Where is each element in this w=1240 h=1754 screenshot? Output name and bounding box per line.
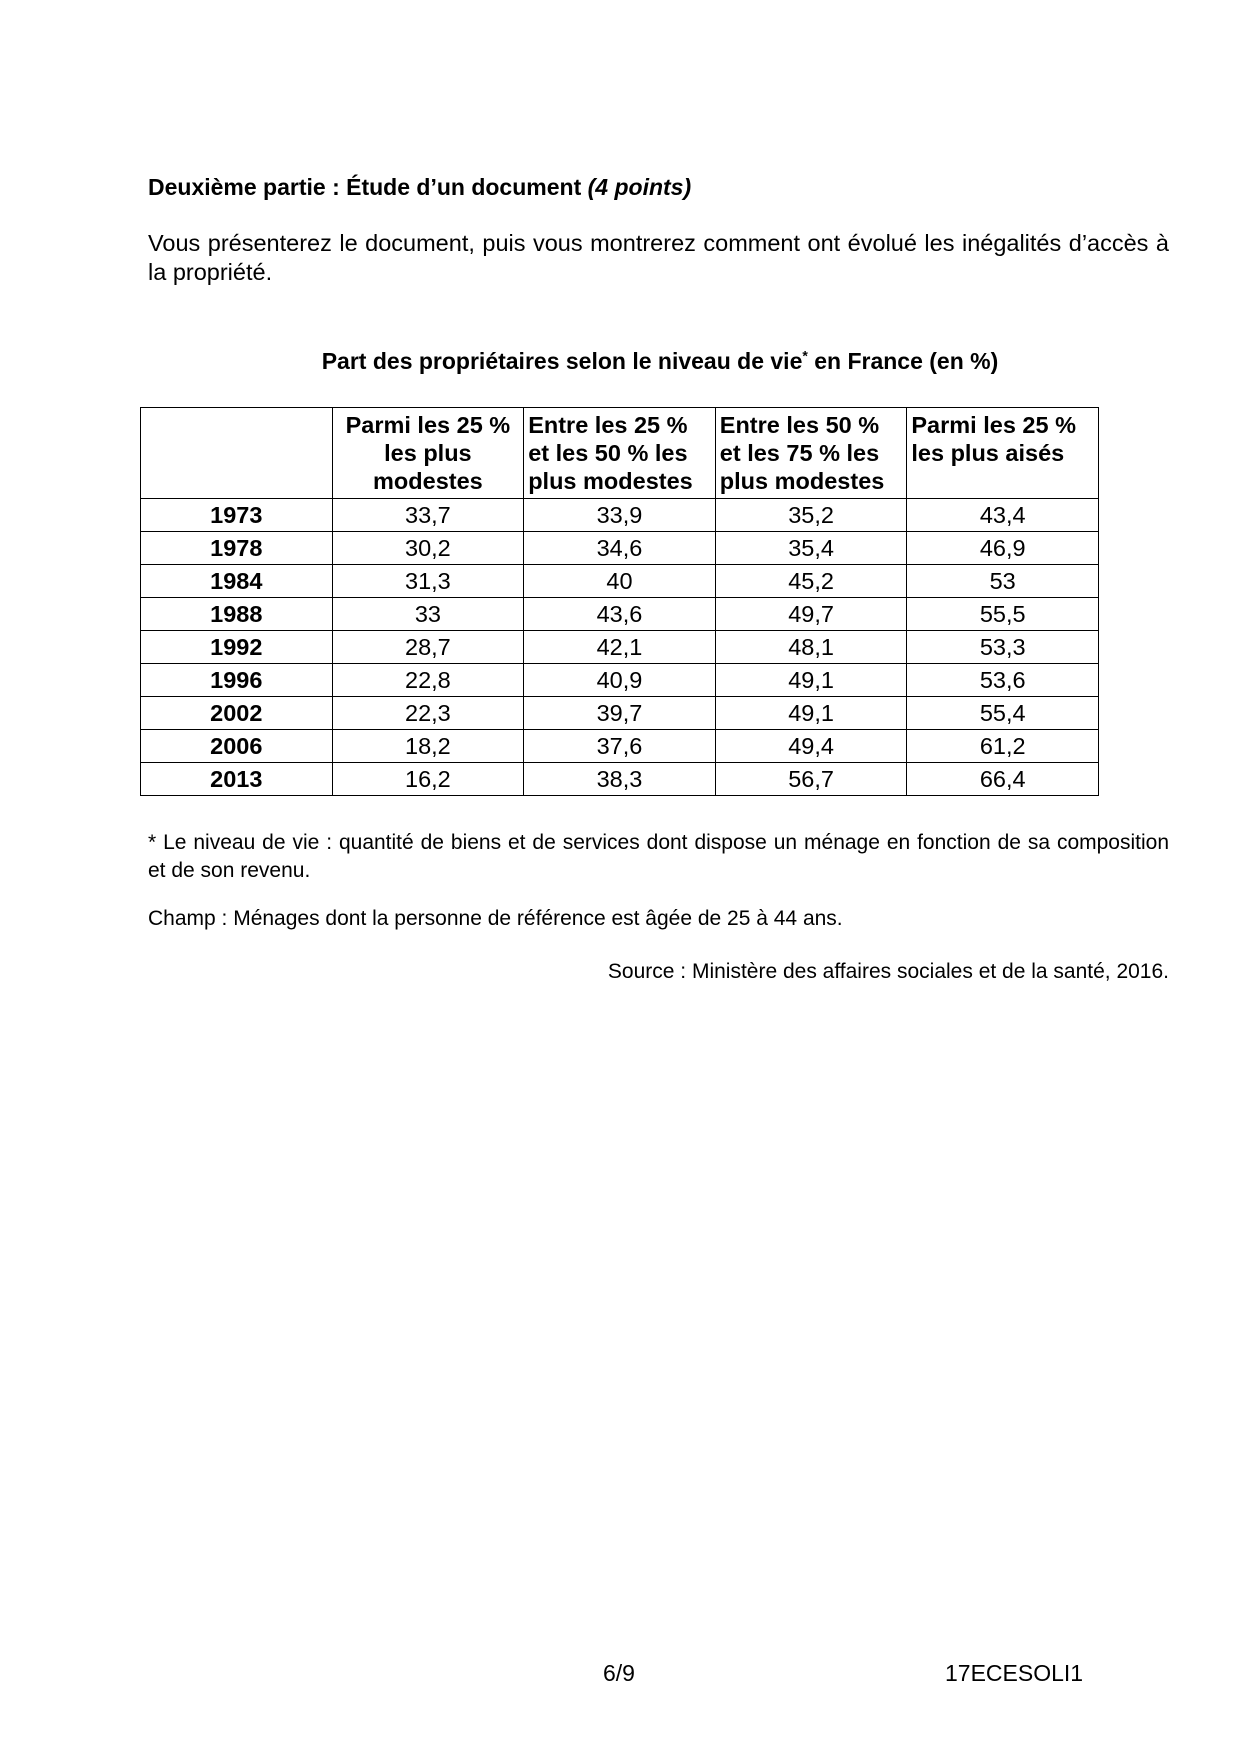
table-corner-cell [141, 408, 333, 499]
value-cell: 39,7 [524, 697, 716, 730]
value-cell: 33,9 [524, 499, 716, 532]
table-header-row [141, 408, 1099, 499]
value-cell: 22,3 [332, 697, 524, 730]
value-cell: 33 [332, 598, 524, 631]
value-cell: 42,1 [524, 631, 716, 664]
table-row [141, 565, 1099, 598]
year-cell: 1973 [141, 499, 333, 532]
value-cell: 22,8 [332, 664, 524, 697]
value-cell: 35,2 [715, 499, 907, 532]
value-cell: 40,9 [524, 664, 716, 697]
column-header: Parmi les 25 % les plus modestes [332, 408, 524, 499]
table-row [141, 763, 1099, 796]
table-title-tail: en France (en %) [807, 348, 999, 374]
value-cell: 16,2 [332, 763, 524, 796]
table-row [141, 631, 1099, 664]
table-title-main: Part des propriétaires selon le niveau de vie [321, 348, 803, 374]
year-cell: 2006 [141, 730, 333, 763]
value-cell: 48,1 [715, 631, 907, 664]
value-cell: 49,7 [715, 598, 907, 631]
value-cell: 55,4 [907, 697, 1099, 730]
value-cell: 56,7 [715, 763, 907, 796]
value-cell: 28,7 [332, 631, 524, 664]
year-cell: 1996 [141, 664, 333, 697]
value-cell: 49,1 [715, 697, 907, 730]
section-heading [148, 174, 691, 201]
value-cell: 45,2 [715, 565, 907, 598]
page-number: 6/9 [603, 1660, 635, 1686]
document-code: 17ECESOLI1 [945, 1660, 1084, 1686]
column-header: Entre les 50 % et les 75 % les plus modestes [715, 408, 907, 499]
column-header: Parmi les 25 % les plus aisés [907, 408, 1099, 499]
value-cell: 30,2 [332, 532, 524, 565]
year-cell: 2013 [141, 763, 333, 796]
value-cell: 43,4 [907, 499, 1099, 532]
table-row [141, 730, 1099, 763]
value-cell: 66,4 [907, 763, 1099, 796]
value-cell: 38,3 [524, 763, 716, 796]
section-points: (4 points) [587, 174, 692, 200]
value-cell: 35,4 [715, 532, 907, 565]
value-cell: 33,7 [332, 499, 524, 532]
year-cell: 2002 [141, 697, 333, 730]
section-heading-text: Deuxième partie : Étude d’un document [148, 174, 582, 200]
table-title-asterisk: * [802, 347, 808, 364]
value-cell: 37,6 [524, 730, 716, 763]
ownership-table [140, 407, 1099, 796]
value-cell: 61,2 [907, 730, 1099, 763]
value-cell: 49,4 [715, 730, 907, 763]
value-cell: 43,6 [524, 598, 716, 631]
value-cell: 55,5 [907, 598, 1099, 631]
footnote: * Le niveau de vie : quantité de biens et de services dont dispose un ménage en fonction de sa composition et de son revenu. [148, 831, 1169, 882]
value-cell: 53 [907, 565, 1099, 598]
instructions: Vous présenterez le document, puis vous montrerez comment ont évolué les inégalités d’accès à la propriété. [148, 230, 1169, 285]
table-title [140, 348, 1180, 375]
value-cell: 53,6 [907, 664, 1099, 697]
value-cell: 31,3 [332, 565, 524, 598]
value-cell: 46,9 [907, 532, 1099, 565]
source-note: Source : Ministère des affaires sociales et de la santé, 2016. [607, 960, 1169, 983]
table-row [141, 598, 1099, 631]
value-cell: 18,2 [332, 730, 524, 763]
table-row [141, 499, 1099, 532]
year-cell: 1988 [141, 598, 333, 631]
table-row [141, 697, 1099, 730]
table-row [141, 664, 1099, 697]
year-cell: 1992 [141, 631, 333, 664]
value-cell: 34,6 [524, 532, 716, 565]
column-header: Entre les 25 % et les 50 % les plus modestes [524, 408, 716, 499]
value-cell: 49,1 [715, 664, 907, 697]
year-cell: 1978 [141, 532, 333, 565]
scope-note: Champ : Ménages dont la personne de référence est âgée de 25 à 44 ans. [148, 907, 843, 930]
value-cell: 40 [524, 565, 716, 598]
year-cell: 1984 [141, 565, 333, 598]
table-row [141, 532, 1099, 565]
value-cell: 53,3 [907, 631, 1099, 664]
